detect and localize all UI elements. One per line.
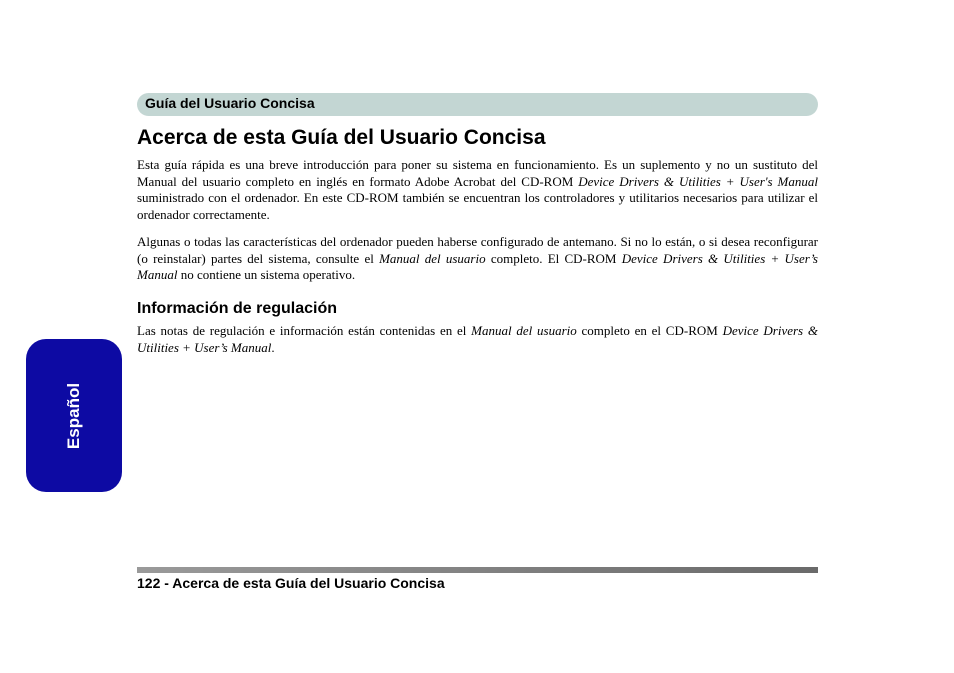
section-title-regulation: Información de regulación [137,300,338,317]
config-cd-title: Device Drivers & Utilities + User’s Manual [137,250,818,283]
intro-text-2: suministrado con el ordenador. En este CD-ROM también se encuentran los controladores y utilitarios necesarios para utilizar el ordenador correctamente. [137,190,818,222]
running-header-label: Guía del Usuario Concisa [145,95,315,111]
config-text-2: completo. El CD-ROM [485,250,622,266]
config-paragraph [137,234,818,284]
intro-cd-title: Device Drivers & Utilities + User's Manual [578,173,818,189]
running-header [137,93,818,116]
regulation-cd-title: Device Drivers & Utilities + User’s Manual [137,323,818,355]
intro-paragraph [137,157,818,223]
regulation-text-2: completo en el CD-ROM [576,323,723,338]
language-side-tab-label: Español [64,382,83,449]
footer-page-label: 122 - Acerca de esta Guía del Usuario Concisa [137,575,445,591]
config-manual-ref: Manual del usuario [379,250,486,266]
language-side-tab [26,339,122,492]
config-text-3: no contiene un sistema operativo. [177,267,356,283]
regulation-text-1: Las notas de regulación e información están contenidas en el [137,323,472,338]
config-text-1: Algunas o todas las características del ordenador pueden haberse configurado de antemano. Si no lo están, o si desea reconfigurar (o reinstalar) partes del sistema, consulte el [137,234,818,266]
intro-text-1: Esta guía rápida es una breve introducción para poner su sistema en funcionamiento. Es un suplemento y no un sustituto del Manual del usuario completo en inglés en formato Adobe Acrobat del CD-ROM [137,157,818,189]
regulation-manual-ref: Manual del usuario [471,323,577,338]
regulation-paragraph [137,323,818,356]
page-title: Acerca de esta Guía del Usuario Concisa [137,126,546,149]
regulation-text-3: . [271,339,275,355]
